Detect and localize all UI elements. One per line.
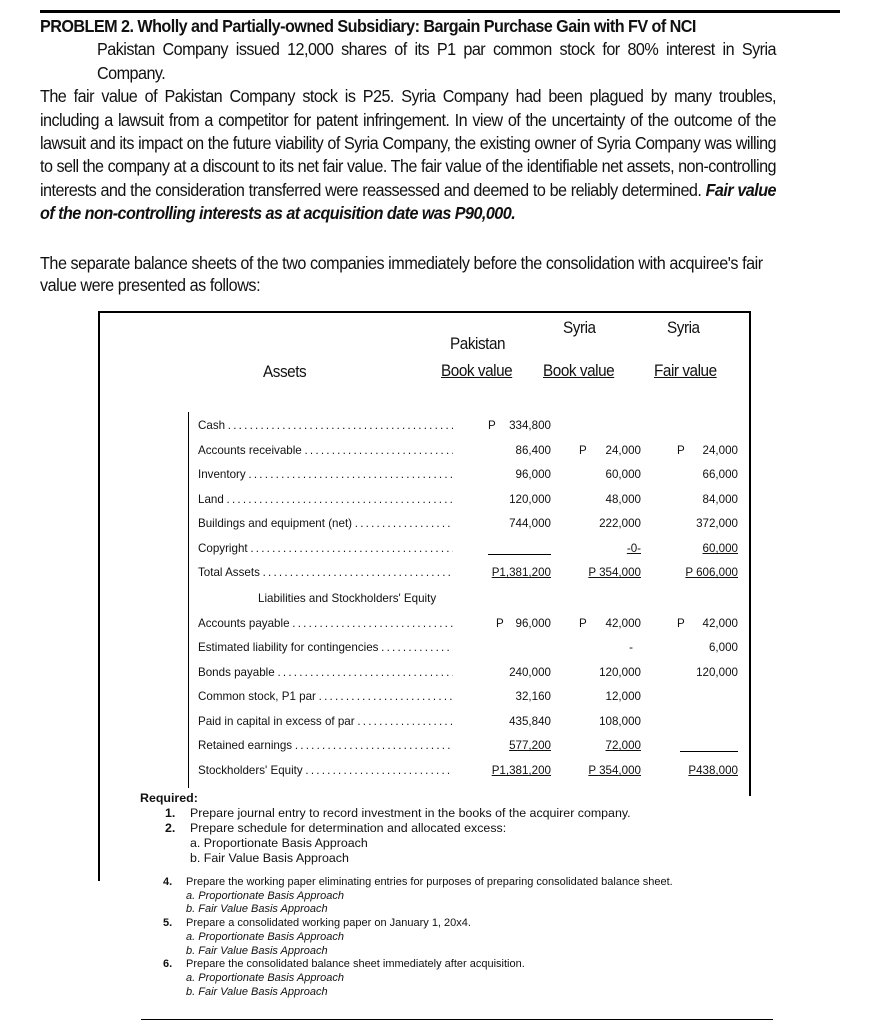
- currency-prefix: P: [677, 617, 685, 630]
- bottom-rule: [141, 1019, 773, 1020]
- required-subitem: a. Proportionate Basis Approach: [186, 930, 344, 943]
- table-border-right: [749, 311, 751, 796]
- item-text: Prepare schedule for determination and allocated excess:: [190, 821, 507, 835]
- row-label: Estimated liability for contingencies . . .: [198, 641, 453, 654]
- required-subitem: b. Fair Value Basis Approach: [190, 851, 349, 865]
- syria-fair-value: 42,000: [702, 617, 738, 630]
- pakistan-book-value: P1,381,200: [491, 566, 551, 579]
- currency-prefix: P: [496, 617, 504, 630]
- row-label: Paid in capital in excess of par . . .: [198, 715, 453, 728]
- syria-book-value: 222,000: [599, 517, 641, 530]
- syria-fair-value: 6,000: [708, 641, 738, 654]
- pakistan-book-value: 744,000: [509, 517, 551, 530]
- required-subitem: b. Fair Value Basis Approach: [186, 944, 328, 957]
- syria-book-value: -0-: [626, 542, 641, 555]
- pakistan-book-value: 96,000: [515, 468, 551, 481]
- top-rule: [40, 10, 840, 13]
- syria-book-value: 60,000: [605, 468, 641, 481]
- row-label: Total Assets . . .: [198, 566, 453, 579]
- problem-first-line: Pakistan Company issued 12,000 shares of its P1 par common stock for 80% interest in Syria Company.: [97, 39, 777, 83]
- required-subitem: a. Proportionate Basis Approach: [186, 889, 344, 902]
- syria-book-value: 108,000: [599, 715, 641, 728]
- row-label: Land . . .: [198, 493, 453, 506]
- required-subitem: b. Fair Value Basis Approach: [186, 903, 328, 916]
- pakistan-book-value: 435,840: [509, 715, 551, 728]
- row-label: Cash . . .: [198, 419, 453, 432]
- row-label: Accounts payable . . .: [198, 617, 453, 630]
- table-inner-border: [188, 412, 189, 788]
- syria-fair-value: 60,000: [702, 542, 738, 555]
- intro-text: The separate balance sheets of the two companies immediately before the consolidation with acquiree's fair value were presented as follows:: [40, 253, 763, 295]
- syria-book-value: 48,000: [605, 493, 641, 506]
- blank-underline: [488, 554, 551, 555]
- required-subitem: b. Fair Value Basis Approach: [186, 985, 328, 998]
- syria-fair-value: 24,000: [702, 444, 738, 457]
- syria-book-value: 72,000: [605, 739, 641, 752]
- required-section: [140, 791, 631, 866]
- syria-book-value: 42,000: [605, 617, 641, 630]
- problem-title: PROBLEM 2. Wholly and Partially-owned Subsidiary: Bargain Purchase Gain with FV of NCI: [40, 16, 696, 36]
- row-label: Accounts receivable . . .: [198, 444, 453, 457]
- syria-fair-value: 120,000: [696, 666, 738, 679]
- required-item: [163, 917, 673, 931]
- syria-fair-value: P 606,000: [685, 566, 738, 579]
- col1-header-top: Pakistan: [450, 334, 506, 353]
- required-item: [140, 821, 631, 836]
- syria-book-value: 120,000: [599, 666, 641, 679]
- col2-header-top: Syria: [563, 318, 596, 337]
- required-item: [163, 876, 673, 890]
- required-subitem: a. Proportionate Basis Approach: [186, 971, 344, 984]
- problem-body: The fair value of Pakistan Company stock is P25. Syria Company had been plagued by many troubles, including a lawsuit from a competitor for patent infringement. In view of the uncertainty of the outcome of the lawsuit and its impact on the future viability of Syria Company, the existing owner of Syria Company was willing to sell the company at a discount to its net fair value. The fair value of the identifiable net assets, non-controlling interests and the consideration transferred were reassessed and deemed to be reliably determined.: [40, 86, 776, 200]
- assets-header: Assets: [263, 362, 307, 381]
- pakistan-book-value: 96,000: [515, 617, 551, 630]
- pakistan-book-value: 334,800: [509, 419, 551, 432]
- currency-prefix: P: [579, 444, 587, 457]
- item-text: Prepare the working paper eliminating entries for purposes of preparing consolidated balance sheet.: [186, 876, 673, 888]
- table-border-left: [98, 311, 100, 881]
- required-item: [140, 806, 631, 821]
- col3-header-bottom: Fair value: [654, 361, 717, 380]
- item-text: Prepare the consolidated balance sheet immediately after acquisition.: [186, 958, 525, 971]
- row-label: Retained earnings . . .: [198, 739, 453, 752]
- table-border-top: [98, 311, 750, 313]
- currency-prefix: P: [677, 444, 685, 457]
- syria-book-value: P 354,000: [588, 566, 641, 579]
- liabilities-header: Liabilities and Stockholders' Equity: [258, 592, 437, 605]
- row-label: Copyright . . .: [198, 542, 453, 555]
- required-heading: Required:: [140, 791, 198, 805]
- problem-text: [40, 15, 776, 226]
- syria-fair-value: 66,000: [702, 468, 738, 481]
- pakistan-book-value: 120,000: [509, 493, 551, 506]
- item-number: 6.: [163, 958, 173, 971]
- problem-emphasis: Fair value of the non-controlling interests as at acquisition date was P90,000.: [40, 179, 776, 224]
- required-section-continued: [163, 876, 673, 999]
- item-number: 1.: [165, 806, 176, 820]
- col2-header-bottom: Book value: [543, 361, 615, 380]
- syria-fair-value: 372,000: [696, 517, 738, 530]
- syria-book-value: P 354,000: [588, 764, 641, 777]
- syria-fair-value: P438,000: [688, 764, 738, 777]
- syria-book-value: 12,000: [605, 690, 641, 703]
- pakistan-book-value: 86,400: [515, 444, 551, 457]
- row-label: Inventory . . .: [198, 468, 453, 481]
- currency-prefix: P: [488, 419, 496, 432]
- currency-prefix: P: [579, 617, 587, 630]
- row-label: Bonds payable . . .: [198, 666, 453, 679]
- item-text: Prepare journal entry to record investment in the books of the acquirer company.: [190, 806, 631, 820]
- row-label: Buildings and equipment (net) . . .: [198, 517, 453, 530]
- item-number: 5.: [163, 917, 173, 930]
- col3-header-top: Syria: [667, 318, 700, 337]
- syria-book-value: 24,000: [605, 444, 641, 457]
- required-subitem: a. Proportionate Basis Approach: [190, 836, 368, 850]
- item-text: Prepare a consolidated working paper on January 1, 20x4.: [186, 917, 471, 930]
- col1-header-bottom: Book value: [441, 361, 513, 380]
- syria-fair-value: 84,000: [702, 493, 738, 506]
- pakistan-book-value: P1,381,200: [491, 764, 551, 777]
- required-item: [163, 958, 673, 972]
- blank-underline: [680, 751, 738, 752]
- item-number: 2.: [165, 821, 176, 835]
- row-label: Common stock, P1 par . . .: [198, 690, 453, 703]
- syria-book-value: -: [629, 641, 633, 654]
- item-number: 4.: [163, 876, 173, 888]
- pakistan-book-value: 240,000: [509, 666, 551, 679]
- pakistan-book-value: 32,160: [515, 690, 551, 703]
- pakistan-book-value: 577,200: [509, 739, 551, 752]
- row-label: Stockholders' Equity . . .: [198, 764, 453, 777]
